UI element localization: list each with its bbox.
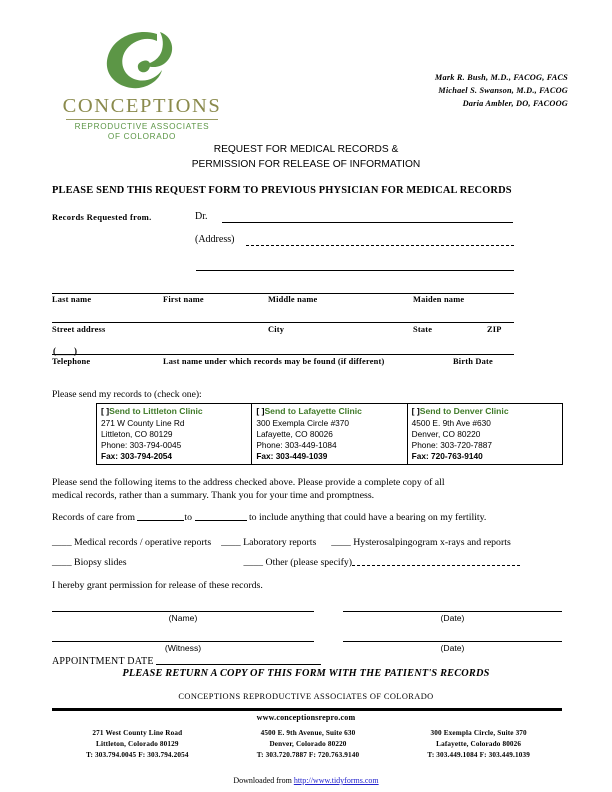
document-subtitle: PLEASE SEND THIS REQUEST FORM TO PREVIOUS PHYSICIAN FOR MEDICAL RECORDS (52, 185, 512, 196)
logo-subline-1: REPRODUCTIVE ASSOCIATES (74, 121, 210, 131)
clinic-phone: Phone: 303-720-7887 (411, 439, 492, 450)
clinic-phone: Phone: 303-794-0045 (101, 439, 182, 450)
footer-website[interactable]: www.conceptionsrepro.com (256, 713, 356, 722)
signature-name-line[interactable] (52, 611, 314, 612)
office-contact: T: 303.794.0045 F: 303.794.2054 (86, 750, 189, 759)
footer-office-littleton (52, 728, 223, 760)
clinic-phone: Phone: 303-449-1084 (256, 439, 337, 450)
title-line-2: PERMISSION FOR RELEASE OF INFORMATION (191, 158, 421, 170)
caption-zip: ZIP (487, 325, 502, 334)
logo-subline-2: OF COLORADO (107, 131, 177, 141)
caption-city: City (268, 325, 285, 334)
doctor-name-field[interactable] (222, 222, 513, 223)
item-other[interactable]: ____ Other (please specify) (243, 557, 353, 568)
address-label: (Address) (195, 234, 235, 245)
office-contact: T: 303.720.7887 F: 720.763.9140 (256, 750, 360, 759)
caption-date-2: (Date) (440, 643, 465, 653)
caption-birth-date: Birth Date (453, 357, 493, 366)
footer-divider (52, 708, 562, 711)
logo-divider (66, 119, 218, 120)
item-laboratory-reports[interactable]: ____ Laboratory reports (221, 537, 317, 548)
records-to-date-field[interactable] (195, 520, 247, 521)
instruction-line-1: Please send the following items to the address checked above. Please provide a complete copy of all (52, 477, 445, 488)
name-row-rule[interactable] (52, 293, 514, 294)
clinic-street: 271 W County Line Rd (101, 417, 185, 428)
footer-office-lafayette (393, 728, 564, 760)
item-hsg-reports[interactable]: ____ Hysterosalpingogram x-rays and reports (331, 537, 511, 548)
clinic-header[interactable] (256, 406, 403, 417)
appointment-date-label: APPOINTMENT DATE (52, 656, 154, 667)
footer-office-denver (223, 728, 394, 760)
telephone-row-rule[interactable] (52, 354, 514, 355)
appointment-date-row (52, 656, 321, 667)
caption-maiden-name: Maiden name (413, 295, 465, 304)
records-of-care-line (52, 512, 572, 525)
physician-name: Mark R. Bush, M.D., FACOG, FACS (434, 73, 568, 82)
records-from-date-field[interactable] (137, 520, 184, 521)
address-field-line-1[interactable] (246, 245, 514, 246)
signature-date-line-2[interactable] (343, 641, 562, 642)
office-street: 4500 E. 9th Avenue, Suite 630 (260, 729, 356, 737)
address-row-rule[interactable] (52, 322, 514, 323)
item-biopsy-slides[interactable]: ____ Biopsy slides (52, 557, 127, 568)
footer-offices (52, 728, 564, 760)
office-citystate: Lafayette, Colorado 80026 (436, 739, 522, 748)
item-other-field[interactable] (352, 565, 520, 566)
office-street: 271 West County Line Road (92, 729, 183, 737)
clinic-fax: Fax: 303-449-1039 (256, 451, 328, 462)
clinic-checkbox[interactable]: [ ] (101, 406, 110, 416)
conceptions-leaf-c-icon (94, 26, 190, 92)
clinic-option-denver[interactable] (407, 404, 562, 464)
signature-witness-line[interactable] (52, 641, 314, 642)
clinic-option-lafayette[interactable] (251, 404, 406, 464)
clinic-fax: Fax: 303-794-2054 (101, 451, 173, 462)
records-of-care-prefix: Records of care from (52, 512, 138, 523)
clinic-selection-boxes (96, 403, 563, 465)
items-row-1 (52, 537, 572, 550)
item-medical-records[interactable]: ____ Medical records / operative reports (52, 537, 212, 548)
office-street: 300 Exempla Circle, Suite 370 (430, 729, 527, 737)
physician-name: Daria Ambler, DO, FACOOG (462, 98, 568, 108)
download-attribution (0, 776, 612, 785)
clinic-header[interactable] (412, 406, 559, 417)
clinic-logo (52, 26, 232, 142)
clinic-citystate: Littleton, CO 80129 (101, 428, 173, 439)
download-url-link[interactable]: http://www.tidyforms.com (293, 776, 379, 785)
clinic-name: Send to Lafayette Clinic (264, 406, 362, 416)
office-citystate: Littleton, Colorado 80129 (96, 739, 179, 748)
clinic-checkbox[interactable]: [ ] (256, 406, 265, 416)
caption-witness: (Witness) (164, 643, 202, 653)
clinic-street: 4500 E. 9th Ave #630 (411, 417, 491, 428)
document-title (0, 143, 612, 173)
footer-company-name: CONCEPTIONS REPRODUCTIVE ASSOCIATES OF COLORADO (178, 692, 434, 701)
clinic-fax: Fax: 720-763-9140 (411, 451, 483, 462)
clinic-name: Send to Denver Clinic (419, 406, 509, 416)
caption-middle-name: Middle name (268, 295, 318, 304)
appointment-date-field[interactable] (156, 664, 321, 665)
clinic-option-littleton[interactable] (97, 404, 251, 464)
instruction-paragraph (52, 477, 572, 503)
caption-last-name: Last name (52, 295, 92, 304)
records-requested-from-label: Records Requested from. (52, 212, 152, 222)
records-of-care-suffix: to include anything that could have a bearing on my fertility. (246, 512, 487, 523)
caption-alt-last-name: Last name under which records may be found (if different) (163, 357, 385, 366)
clinic-header[interactable] (101, 406, 248, 417)
logo-wordmark: CONCEPTIONS (62, 95, 222, 117)
office-citystate: Denver, Colorado 80220 (269, 739, 347, 748)
permission-grant-line: I hereby grant permission for release of these records. (52, 580, 263, 591)
caption-telephone: Telephone (52, 357, 91, 366)
clinic-citystate: Denver, CO 80220 (411, 428, 481, 439)
check-one-instruction: Please send my records to (check one): (52, 389, 202, 400)
items-row-2 (52, 557, 572, 570)
clinic-citystate: Lafayette, CO 80026 (256, 428, 333, 439)
caption-name: (Name) (168, 613, 198, 623)
signature-date-line-1[interactable] (343, 611, 562, 612)
caption-date-1: (Date) (440, 613, 465, 623)
phone-area-code-prefix: (____) (53, 346, 77, 356)
address-field-line-2[interactable] (196, 270, 514, 271)
doctor-label: Dr. (195, 211, 208, 222)
title-line-1: REQUEST FOR MEDICAL RECORDS & (213, 144, 399, 155)
caption-first-name: First name (163, 295, 204, 304)
physician-list (435, 72, 568, 111)
physician-name: Michael S. Swanson, M.D., FACOG (438, 85, 568, 95)
records-of-care-mid: to (184, 512, 195, 523)
caption-state: State (413, 325, 433, 334)
instruction-line-2: medical records, rather than a summary. Thank you for your time and promptness. (52, 489, 375, 501)
office-contact: T: 303.449.1084 F: 303.449.1039 (427, 750, 530, 759)
download-prefix: Downloaded from (233, 776, 294, 785)
clinic-street: 300 Exempla Circle #370 (256, 417, 350, 428)
clinic-name: Send to Littleton Clinic (109, 406, 203, 416)
caption-street-address: Street address (52, 325, 106, 334)
clinic-checkbox[interactable]: [ ] (411, 406, 420, 416)
return-notice: PLEASE RETURN A COPY OF THIS FORM WITH THE PATIENT'S RECORDS (122, 668, 490, 679)
